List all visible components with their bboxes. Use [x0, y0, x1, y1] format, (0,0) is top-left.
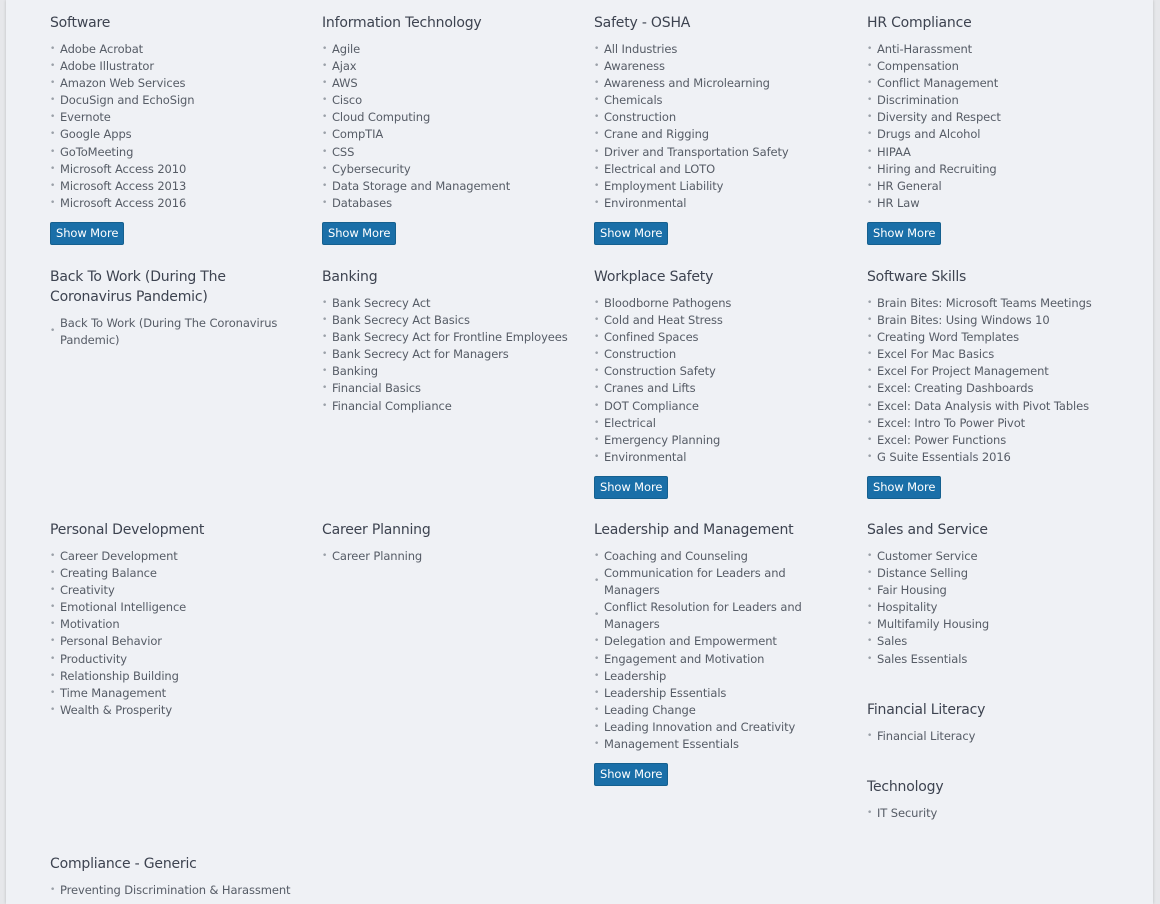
category-title: Workplace Safety [594, 269, 714, 285]
list-item[interactable]: • Hiring and Recruiting [867, 161, 1117, 178]
category-leadership-management [594, 520, 819, 786]
list-item[interactable]: • Environmental [594, 195, 844, 212]
list-item[interactable]: • Employment Liability [594, 178, 844, 195]
course-list [867, 728, 1117, 745]
list-item[interactable]: • CSS [322, 144, 572, 161]
list-item[interactable]: • Discrimination [867, 92, 1117, 109]
course-list [867, 548, 1117, 668]
list-item[interactable]: • Communication for Leaders and Managers [594, 565, 819, 599]
show-more-button[interactable]: Show More [322, 222, 396, 245]
list-item[interactable]: • All Industries [594, 41, 844, 58]
category-career-planning [322, 520, 572, 565]
category-back-to-work [50, 267, 285, 349]
list-item[interactable]: • DOT Compliance [594, 398, 844, 415]
list-item[interactable]: • HR General [867, 178, 1117, 195]
list-item[interactable]: • Multifamily Housing [867, 616, 1117, 633]
category-title: Sales and Service [867, 522, 988, 538]
course-list [50, 41, 300, 212]
category-title: Leadership and Management [594, 522, 794, 538]
list-item[interactable]: • Management Essentials [594, 736, 819, 753]
category-personal-development [50, 520, 300, 719]
list-item[interactable]: • Financial Literacy [867, 728, 1117, 745]
category-software-skills [867, 267, 1127, 499]
category-title: Financial Literacy [867, 702, 986, 718]
list-item[interactable]: • Databases [322, 195, 572, 212]
category-title: Safety - OSHA [594, 15, 691, 31]
list-item[interactable]: • Excel For Project Management [867, 363, 1127, 380]
list-item[interactable]: • Data Storage and Management [322, 178, 572, 195]
show-more-button[interactable]: Show More [594, 763, 668, 786]
list-item[interactable]: • CompTIA [322, 126, 572, 143]
list-item[interactable]: • Cold and Heat Stress [594, 312, 844, 329]
list-item[interactable]: • Excel: Data Analysis with Pivot Tables [867, 398, 1127, 415]
list-item[interactable]: • Preventing Discrimination & Harassment [50, 882, 310, 899]
course-list [322, 548, 572, 565]
list-item[interactable]: • Time Management [50, 685, 300, 702]
list-item[interactable]: • HIPAA [867, 144, 1117, 161]
list-item[interactable]: • Excel For Mac Basics [867, 346, 1127, 363]
category-title: HR Compliance [867, 15, 972, 31]
list-item[interactable]: • Electrical [594, 415, 844, 432]
list-item[interactable]: • Bank Secrecy Act for Frontline Employees [322, 329, 582, 346]
list-item[interactable]: • Delegation and Empowerment [594, 633, 819, 650]
list-item[interactable]: • Distance Selling [867, 565, 1117, 582]
list-item[interactable]: • Relationship Building [50, 668, 300, 685]
category-title: Career Planning [322, 522, 431, 538]
list-item[interactable]: • Wealth & Prosperity [50, 702, 300, 719]
list-item[interactable]: • Conflict Management [867, 75, 1117, 92]
course-list [867, 295, 1127, 466]
show-more-button[interactable]: Show More [50, 222, 124, 245]
list-item[interactable]: • Microsoft Access 2013 [50, 178, 300, 195]
list-item[interactable]: • Hospitality [867, 599, 1117, 616]
list-item[interactable]: • Cranes and Lifts [594, 380, 844, 397]
category-hr-compliance [867, 13, 1117, 245]
list-item[interactable]: • Excel: Creating Dashboards [867, 380, 1127, 397]
list-item[interactable]: • IT Security [867, 805, 1117, 822]
list-item[interactable]: • Amazon Web Services [50, 75, 300, 92]
list-item[interactable]: • Construction [594, 346, 844, 363]
category-technology [867, 777, 1117, 822]
list-item[interactable]: • Creating Word Templates [867, 329, 1127, 346]
list-item[interactable]: • Electrical and LOTO [594, 161, 844, 178]
list-item[interactable]: • Conflict Resolution for Leaders and Managers [594, 599, 819, 633]
list-item[interactable]: • Chemicals [594, 92, 844, 109]
category-financial-literacy [867, 700, 1117, 745]
list-item[interactable]: • Excel: Power Functions [867, 432, 1127, 449]
list-item[interactable]: • Anti-Harassment [867, 41, 1117, 58]
course-list [50, 548, 300, 719]
list-item[interactable]: • Motivation [50, 616, 300, 633]
list-item[interactable]: • Cybersecurity [322, 161, 572, 178]
list-item[interactable]: • Crane and Rigging [594, 126, 844, 143]
list-item[interactable]: • Leadership [594, 668, 819, 685]
list-item[interactable]: • Productivity [50, 651, 300, 668]
list-item[interactable]: • Leading Innovation and Creativity [594, 719, 819, 736]
list-item[interactable]: • Banking [322, 363, 582, 380]
list-item[interactable]: • Awareness [594, 58, 844, 75]
list-item[interactable]: • Adobe Acrobat [50, 41, 300, 58]
category-sales-service [867, 520, 1117, 668]
list-item[interactable]: • Microsoft Access 2016 [50, 195, 300, 212]
category-title: Software Skills [867, 269, 967, 285]
list-item[interactable]: • Creativity [50, 582, 300, 599]
course-list [50, 882, 310, 899]
category-title: Personal Development [50, 522, 205, 538]
list-item[interactable]: • Sales [867, 633, 1117, 650]
course-list [50, 315, 285, 349]
course-list [322, 41, 572, 212]
list-item[interactable]: • Agile [322, 41, 572, 58]
list-item[interactable]: • Brain Bites: Microsoft Teams Meetings [867, 295, 1127, 312]
list-item[interactable]: • Google Apps [50, 126, 300, 143]
course-list [594, 41, 844, 212]
list-item[interactable]: • Sales Essentials [867, 651, 1117, 668]
list-item[interactable]: • Environmental [594, 449, 844, 466]
show-more-button[interactable]: Show More [594, 222, 668, 245]
course-list [867, 41, 1117, 212]
list-item[interactable]: • Evernote [50, 109, 300, 126]
category-title: Banking [322, 269, 378, 285]
show-more-button[interactable]: Show More [594, 476, 668, 499]
category-software [50, 13, 300, 245]
list-item[interactable]: • DocuSign and EchoSign [50, 92, 300, 109]
category-information-technology [322, 13, 572, 245]
list-item[interactable]: • Customer Service [867, 548, 1117, 565]
list-item[interactable]: • Adobe Illustrator [50, 58, 300, 75]
list-item[interactable]: • Financial Compliance [322, 398, 582, 415]
list-item[interactable]: • Microsoft Access 2010 [50, 161, 300, 178]
category-title: Back To Work (During The Coronavirus Pandemic) [50, 269, 226, 305]
list-item[interactable]: • Career Planning [322, 548, 572, 565]
course-list [867, 805, 1117, 822]
list-item[interactable]: • Awareness and Microlearning [594, 75, 844, 92]
list-item[interactable]: • Driver and Transportation Safety [594, 144, 844, 161]
course-list [594, 295, 844, 466]
show-more-button[interactable]: Show More [867, 476, 941, 499]
list-item[interactable]: • Ajax [322, 58, 572, 75]
list-item[interactable]: • Brain Bites: Using Windows 10 [867, 312, 1127, 329]
category-safety-osha [594, 13, 844, 245]
course-list [322, 295, 582, 415]
list-item[interactable]: • Coaching and Counseling [594, 548, 819, 565]
list-item[interactable]: • AWS [322, 75, 572, 92]
list-item[interactable]: • GoToMeeting [50, 144, 300, 161]
list-item[interactable]: • Leadership Essentials [594, 685, 819, 702]
course-list [594, 548, 819, 753]
list-item[interactable]: • Emotional Intelligence [50, 599, 300, 616]
list-item[interactable]: • Bloodborne Pathogens [594, 295, 844, 312]
list-item[interactable]: • Bank Secrecy Act [322, 295, 582, 312]
show-more-button[interactable]: Show More [867, 222, 941, 245]
list-item[interactable]: • Personal Behavior [50, 633, 300, 650]
list-item[interactable]: • Excel: Intro To Power Pivot [867, 415, 1127, 432]
list-item[interactable]: • Fair Housing [867, 582, 1117, 599]
list-item[interactable]: • Cisco [322, 92, 572, 109]
category-title: Technology [867, 779, 944, 795]
list-item[interactable]: • Emergency Planning [594, 432, 844, 449]
list-item[interactable]: • Back To Work (During The Coronavirus Pandemic) [50, 315, 285, 349]
list-item[interactable]: • Confined Spaces [594, 329, 844, 346]
category-workplace-safety [594, 267, 844, 499]
list-item[interactable]: • Drugs and Alcohol [867, 126, 1117, 143]
list-item[interactable]: • Bank Secrecy Act Basics [322, 312, 582, 329]
list-item[interactable]: • Career Development [50, 548, 300, 565]
category-title: Compliance - Generic [50, 856, 197, 872]
list-item[interactable]: • Engagement and Motivation [594, 651, 819, 668]
category-compliance-generic [50, 854, 310, 899]
list-item[interactable]: • Leading Change [594, 702, 819, 719]
list-item[interactable]: • Creating Balance [50, 565, 300, 582]
list-item[interactable]: • Cloud Computing [322, 109, 572, 126]
category-title: Software [50, 15, 111, 31]
catalog-panel [6, 0, 1153, 904]
list-item[interactable]: • HR Law [867, 195, 1117, 212]
list-item[interactable]: • G Suite Essentials 2016 [867, 449, 1127, 466]
category-title: Information Technology [322, 15, 482, 31]
list-item[interactable]: • Bank Secrecy Act for Managers [322, 346, 582, 363]
list-item[interactable]: • Compensation [867, 58, 1117, 75]
category-banking [322, 267, 582, 415]
list-item[interactable]: • Diversity and Respect [867, 109, 1117, 126]
list-item[interactable]: • Construction Safety [594, 363, 844, 380]
list-item[interactable]: • Construction [594, 109, 844, 126]
list-item[interactable]: • Financial Basics [322, 380, 582, 397]
